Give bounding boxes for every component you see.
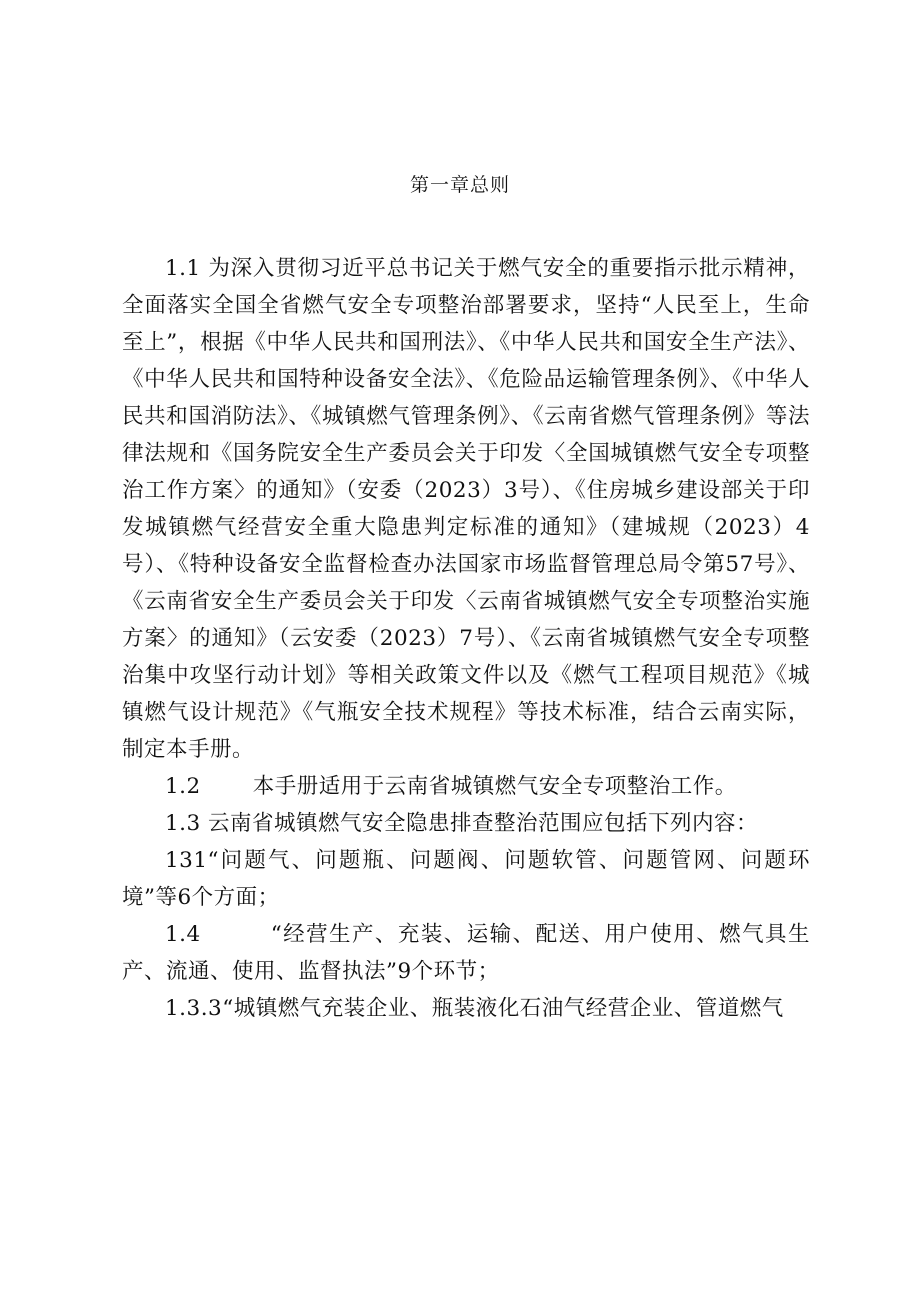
paragraph-number: 1.1 <box>165 256 201 281</box>
paragraph-text: “问题气、问题瓶、问题阀、问题软管、问题管网、问题环境”等6个方面； <box>122 848 810 910</box>
paragraph-1-1 <box>122 250 810 768</box>
paragraph-number: 1.3 <box>165 811 201 836</box>
paragraph-text: “经营生产、充装、运输、配送、用户使用、燃气具生产、流通、使用、监督执法”9个环节； <box>122 922 810 984</box>
paragraph-1-3-3 <box>122 990 810 1027</box>
paragraph-1-2 <box>122 768 810 805</box>
paragraph-text: 为深入贯彻习近平总书记关于燃气安全的重要指示批示精神，全面落实全国全省燃气安全专项整治部署要求，坚持“人民至上，生命至上”，根据《中华人民共和国刑法》、《中华人民共和国安全生产法》、《中华人民共和国特种设备安全法》、《危险品运输管理条例》、《中华人民共和国消防法》、《城镇燃气管理条例》、《云南省燃气管理条例》等法律法规和《国务院安全生产委员会关于印发〈全国城镇燃气安全专项整治工作方案〉的通知》（安委（2023）3号）、《住房城乡建设部关于印发城镇燃气经营安全重大隐患判定标准的通知》（建城规（2023）4号）、《特种设备安全监督检查办法国家市场监督管理总局令第57号》、《云南省安全生产委员会关于印发〈云南省城镇燃气安全专项整治实施方案〉的通知》（云安委（2023）7号）、《云南省城镇燃气安全专项整治集中攻坚行动计划》等相关政策文件以及《燃气工程项目规范》《城镇燃气设计规范》《气瓶安全技术规程》等技术标准，结合云南实际，制定本手册。 <box>122 256 810 762</box>
chapter-title: 第一章总则 <box>409 174 510 196</box>
paragraph-number: 1.3.3 <box>165 996 223 1021</box>
document-body <box>122 250 810 1027</box>
paragraph-131 <box>122 842 810 916</box>
paragraph-text: 云南省城镇燃气安全隐患排查整治范围应包括下列内容： <box>208 811 759 836</box>
paragraph-text: “城镇燃气充装企业、瓶装液化石油气经营企业、管道燃气 <box>222 996 784 1021</box>
paragraph-number: 131 <box>165 848 208 873</box>
paragraph-number: 1.2 <box>165 774 201 799</box>
paragraph-number: 1.4 <box>165 922 201 947</box>
paragraph-1-3 <box>122 805 810 842</box>
paragraph-1-4 <box>122 916 810 990</box>
paragraph-text: 本手册适用于云南省城镇燃气安全专项整治工作。 <box>252 774 737 799</box>
